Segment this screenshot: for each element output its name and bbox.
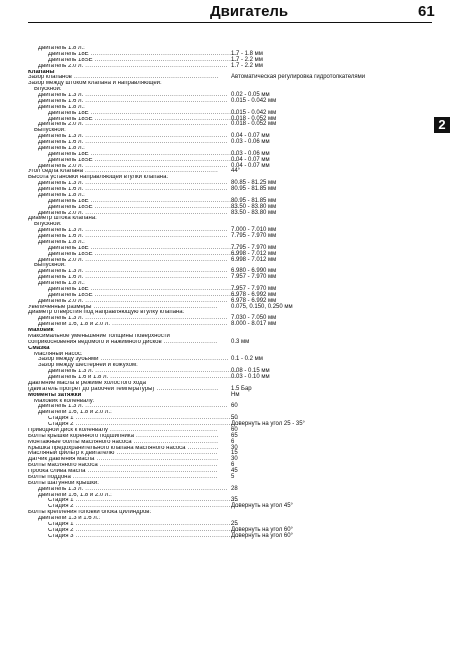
spec-label: Датчик давления масла .....	[28, 457, 218, 463]
spec-value: 80.85 - 81.25 мм	[231, 180, 277, 187]
spec-label: Угол седла клапана .....	[28, 169, 218, 175]
spec-value: 0.08 - 0.15 мм	[231, 368, 270, 375]
spec-label: Двигатель 1.3 л. .....	[38, 181, 228, 187]
spec-label: Впускной:	[34, 87, 62, 93]
spec-label: Двигатель 2.0 л. .....	[38, 211, 228, 217]
spec-value: Довернуть на угол 45°	[231, 503, 293, 510]
spec-row	[0, 534, 450, 540]
spec-label: Болты крышки коренного подшипника .....	[28, 434, 218, 440]
spec-value: 50	[231, 415, 238, 422]
spec-value: 5	[231, 473, 235, 480]
spec-value: 35	[231, 497, 238, 504]
spec-label: (двигатель прогрет до рабочей температуры) .....	[28, 387, 218, 393]
spec-label: Стадия 2 .....	[48, 504, 238, 510]
spec-value: 30	[231, 456, 238, 463]
spec-value: 80.95 - 81.85 мм	[231, 197, 277, 204]
spec-label: Смазка	[28, 345, 50, 351]
spec-value: 0.1 - 0.2 мм	[231, 356, 263, 363]
spec-value: 8.000 - 8.017 мм	[231, 321, 277, 328]
spec-label: Стадия 1 .....	[48, 498, 238, 504]
spec-label: Маховик к коленвалу:	[34, 398, 95, 404]
spec-value: 83.50 - 83.80 мм	[231, 209, 277, 216]
spec-label: Двигатель 2.0 л. .....	[38, 164, 228, 170]
page-number: 61	[418, 3, 435, 20]
spec-label: Высота установки направляющей втулки клапана:	[28, 175, 169, 181]
spec-label: Двигатель 1.3 л. .....	[38, 487, 228, 493]
spec-value: 25	[231, 520, 238, 527]
spec-label: Двигатели 1.6, 1.8 и 2.0 л.:	[38, 410, 112, 416]
spec-value: 6.998 - 7.012 мм	[231, 250, 277, 257]
spec-label: Двигатель 1.8 л.:	[38, 281, 85, 286]
spec-value: 1.7 - 2.2 мм	[231, 62, 263, 69]
spec-label: Двигатель 18SE .....	[48, 252, 238, 258]
spec-value: 0.018 - 0.052 мм	[231, 115, 277, 122]
spec-value: Довернуть на угол 25 - 35°	[231, 421, 305, 427]
spec-value: 0.04 - 0.07 мм	[231, 162, 270, 169]
spec-label: Двигатель 18E .....	[48, 287, 238, 293]
spec-table	[0, 46, 450, 540]
spec-value: 1.7 - 2.2 мм	[231, 56, 263, 63]
chapter-tab: 2	[434, 117, 450, 133]
spec-value: 15	[231, 450, 238, 457]
spec-value: 0.04 - 0.07 мм	[231, 133, 270, 140]
spec-label: Двигатель 18E .....	[48, 111, 238, 117]
spec-label: Двигатель 18SE .....	[48, 117, 238, 123]
spec-value: 7.957 - 7.970 мм	[231, 285, 277, 292]
spec-label: Стадия 2 .....	[48, 422, 238, 428]
spec-label: Крышка предохранительного клапана масляного насоса .....	[28, 446, 218, 452]
spec-label: Двигатель 1.3 л. .....	[48, 369, 238, 375]
spec-label: Двигатель 1.3 л. .....	[38, 269, 228, 275]
spec-label: Моменты затяжки	[28, 392, 82, 398]
spec-label: Двигатель 18SE .....	[48, 293, 238, 299]
spec-label: Увеличенные размеры .....	[28, 305, 218, 311]
spec-label: Двигатель 1.6 л. .....	[38, 140, 228, 146]
spec-value: 80.95 - 81.85 мм	[231, 186, 277, 192]
spec-value: 83.50 - 83.80 мм	[231, 203, 277, 210]
spec-value: 0.04 - 0.07 мм	[231, 156, 270, 163]
spec-value: 6.978 - 6.992 мм	[231, 291, 277, 298]
spec-value: 1.7 - 1.8 мм	[231, 50, 263, 57]
spec-label: Двигатель 18SE .....	[48, 158, 238, 164]
spec-label: Двигатель 1.6 л. .....	[38, 187, 228, 193]
spec-label: Двигатель 18E .....	[48, 199, 238, 205]
spec-value: 6	[231, 462, 235, 469]
spec-value: 0.02 - 0.05 мм	[231, 92, 270, 98]
spec-value: 7.030 - 7.050 мм	[231, 315, 277, 322]
spec-label: Двигатель 1.8 л.:	[38, 192, 85, 198]
page-title: Двигатель	[210, 3, 289, 20]
spec-label: Диаметр отверстия под направляющую втулку клапана:	[28, 310, 185, 316]
spec-label: Максимальное уменьшение толщины поверхности	[28, 333, 170, 339]
spec-label: Стадия 1 .....	[48, 522, 238, 528]
spec-label: Зазор клапанов .....	[28, 75, 218, 81]
spec-value: 6.998 - 7.012 мм	[231, 256, 277, 263]
spec-label: соприкосновения ведомого и нажимного дисков .....	[28, 340, 218, 346]
spec-label: Стадия 1 .....	[48, 416, 238, 422]
spec-value: 7.957 - 7.970 мм	[231, 274, 277, 281]
spec-label: Масляный фильтр к двигателю .....	[28, 451, 218, 457]
spec-label: Двигатель 1.8 л.:	[38, 104, 85, 110]
spec-label: Двигатель 18SE .....	[48, 58, 238, 64]
spec-label: Болты крепления головки блока цилиндров:	[28, 510, 152, 516]
spec-label: Приводной диск к коленвалу .....	[28, 428, 218, 434]
spec-value: 44°	[231, 168, 241, 175]
spec-label: Двигатель 1.8 л.:	[38, 239, 85, 245]
spec-label: Двигатель 2.0 л. .....	[38, 122, 228, 128]
spec-value: Довернуть на угол 60°	[231, 526, 293, 533]
spec-value: 6.978 - 6.992 мм	[231, 297, 277, 304]
spec-value: 7.795 - 7.970 мм	[231, 244, 277, 251]
spec-label: Двигатель 1.3 л. .....	[38, 134, 228, 140]
spec-value: 0.03 - 0.06 мм	[231, 139, 270, 145]
spec-label: Двигатель 18E .....	[48, 152, 238, 158]
spec-label: Двигатель 1.3 л. .....	[38, 404, 228, 410]
spec-label: Стадия 3 .....	[48, 534, 238, 540]
spec-value: Нм	[231, 391, 240, 398]
spec-value: 60	[231, 426, 238, 433]
spec-value: 0.018 - 0.052 мм	[231, 121, 277, 128]
spec-value: 0.015 - 0.042 мм	[231, 97, 277, 104]
spec-value: 0.015 - 0.042 мм	[231, 109, 277, 116]
spec-label: Двигатель 18SE .....	[48, 205, 238, 211]
spec-label: Стадия 2 .....	[48, 528, 238, 534]
spec-value: 0.03 - 0.06 мм	[231, 150, 270, 157]
spec-label: Диаметр штока клапана:	[28, 216, 97, 222]
spec-label: Двигатель 2.0 л. .....	[38, 299, 228, 305]
spec-label: Двигатель 18E .....	[48, 246, 238, 252]
spec-label: Двигатель 1.8 л.:	[38, 46, 85, 51]
spec-value: 6.980 - 6.990 мм	[231, 268, 277, 275]
spec-label: Двигатель 1.6 л. .....	[38, 99, 228, 105]
spec-value: 60	[231, 403, 238, 410]
spec-value: Довернуть на угол 60°	[231, 532, 293, 539]
spec-value: 7.000 - 7.010 мм	[231, 227, 277, 234]
spec-value: 30	[231, 444, 238, 451]
spec-value: 45	[231, 468, 238, 474]
spec-label: Двигатель 1.6 л. .....	[38, 275, 228, 281]
spec-value: 28	[231, 485, 238, 492]
spec-value: 7.795 - 7.970 мм	[231, 233, 277, 239]
spec-value: 0.03 - 0.10 мм	[231, 374, 270, 380]
spec-label: Двигатель 1.6 и 1.8 л. .....	[48, 375, 238, 381]
spec-label: Давление масла в режиме холостого хода	[28, 380, 146, 386]
spec-label: Зазор между зубьями .....	[38, 357, 228, 363]
spec-value: Автоматическая регулировка гидротолкателями	[231, 74, 366, 81]
spec-label: Двигатель 18E .....	[48, 52, 238, 58]
spec-value: 0.075, 0.150, 0.250 мм	[231, 303, 293, 310]
spec-value: 0.3 мм	[231, 338, 250, 345]
spec-label: Двигатель 2.0 л. .....	[38, 64, 228, 70]
spec-label: Зазор между штоком клапана и направляющей:	[28, 81, 162, 87]
spec-label: Двигатель 1.3 л. .....	[38, 228, 228, 234]
spec-label: Масляный насос:	[34, 351, 83, 357]
spec-label: Болты поддона .....	[28, 475, 218, 481]
spec-label: Двигатель 1.8 л.:	[38, 145, 85, 151]
spec-label: Маховик	[28, 328, 54, 333]
spec-label: Болты шатунной крышки:	[28, 480, 99, 486]
spec-label: Двигатель 1.6 л. .....	[38, 234, 228, 240]
spec-label: Двигатель 1.3 л. .....	[38, 316, 228, 322]
spec-value: 1.5 Бар	[231, 385, 252, 392]
spec-label: Двигатели 1.6, 1.8 и 2.0 л.:	[38, 492, 112, 498]
header-rule	[28, 22, 432, 23]
spec-label: Зазор между шестерней и кожухом:	[38, 363, 138, 369]
spec-label: Двигатели 1.3 и 1.6 л.:	[38, 516, 101, 521]
spec-label: Выпускной:	[34, 128, 66, 134]
spec-label: Болты масляного насоса .....	[28, 463, 218, 469]
spec-value: 6	[231, 438, 235, 445]
spec-label: Пробка слива масла .....	[28, 469, 218, 475]
spec-value: 65	[231, 432, 238, 439]
spec-label: Впускной:	[34, 222, 62, 228]
spec-label: Двигатели 1.6, 1.8 и 2.0 л. .....	[38, 322, 228, 328]
spec-label: Двигатель 1.3 л. .....	[38, 93, 228, 99]
spec-label: Монтажные болты масляного насоса .....	[28, 440, 218, 446]
spec-label: Двигатель 2.0 л. .....	[38, 258, 228, 264]
spec-label: Выпускной:	[34, 263, 66, 269]
spec-label: Клапаны	[28, 69, 55, 75]
